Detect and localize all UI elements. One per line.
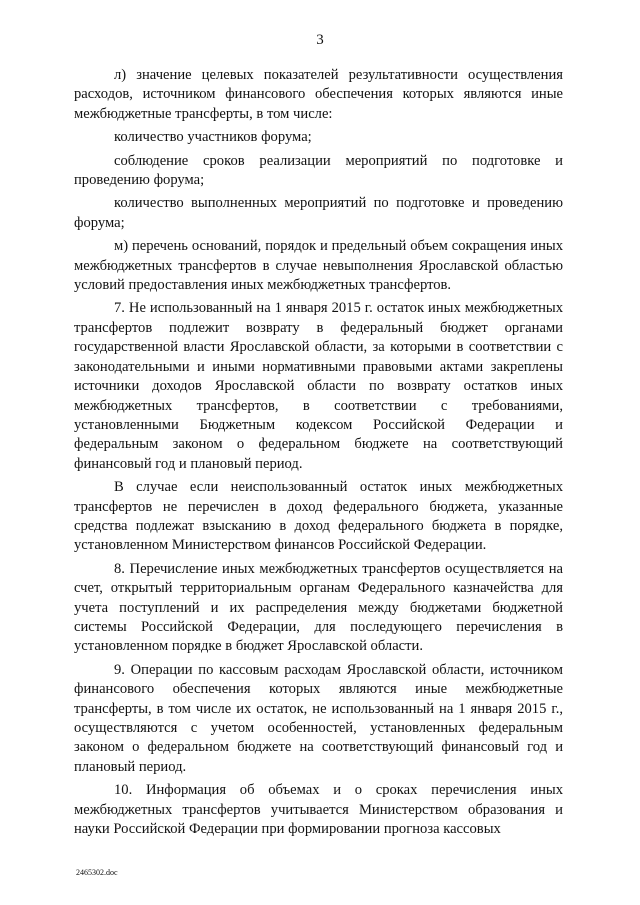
paragraph-m: м) перечень оснований, порядок и предельный объем сокращения иных межбюджетных трансфертов в случае невыполнения Ярославской областью условий предоставления иных межбюджетных трансфертов.: [74, 238, 563, 294]
footer-filename: 2465302.doc: [76, 868, 118, 877]
page-number: 3: [316, 32, 324, 48]
paragraph-l: л) значение целевых показателей результативности осуществления расходов, источником финансового обеспечения которых являются иные межбюджетные трансферты, в том числе:: [74, 67, 563, 122]
paragraph-participants: количество участников форума;: [114, 129, 312, 146]
paragraph-10: 10. Информация об объемах и о сроках перечисления иных межбюджетных трансфертов учитывается Министерством образования и науки Российской Федерации при формировании прогноза кассовых: [74, 782, 563, 838]
paragraph-7: 7. Не использованный на 1 января 2015 г. остаток иных межбюджетных трансфертов подлежит возврату в федеральный бюджет органами государственной власти Ярославской области, за которыми в соответствии с законодательными и иными нормативными правовыми актами закреплены источники доходов Ярославской области по возврату остатков иных межбюджетных трансфертов, в соответствии с требованиями, установленными Бюджетным кодексом Российской Федерации и федеральным законом о федеральном бюджете на соответствующий финансовый год и плановый период.: [74, 300, 563, 472]
paragraph-9: 9. Операции по кассовым расходам Ярославской области, источником финансового обеспечения которых являются иные межбюджетные трансферты, в том числе их остаток, не использованный на 1 января 2015 г., осуществляются с учетом особенностей, установленных федеральным законом о федеральном бюджете на соответствующий финансовый год и плановый период.: [74, 661, 563, 775]
document-body: [74, 66, 563, 843]
paragraph-7-recovery: В случае если неиспользованный остаток иных межбюджетных трансфертов не перечислен в доход федерального бюджета, указанные средства подлежат взысканию в доход федерального бюджета в порядке, установленном Министерством финансов Российской Федерации.: [74, 479, 563, 554]
paragraph-8: 8. Перечисление иных межбюджетных трансфертов осуществляется на счет, открытый территориальным органам Федерального казначейства для учета поступлений и их распределения между бюджетами бюджетной системы Российской Федерации, для последующего перечисления в установленном порядке в бюджет Ярославской области.: [74, 560, 563, 655]
paragraph-deadlines: соблюдение сроков реализации мероприятий по подготовке и проведению форума;: [74, 152, 563, 189]
paragraph-events-count: количество выполненных мероприятий по подготовке и проведению форума;: [74, 195, 563, 231]
